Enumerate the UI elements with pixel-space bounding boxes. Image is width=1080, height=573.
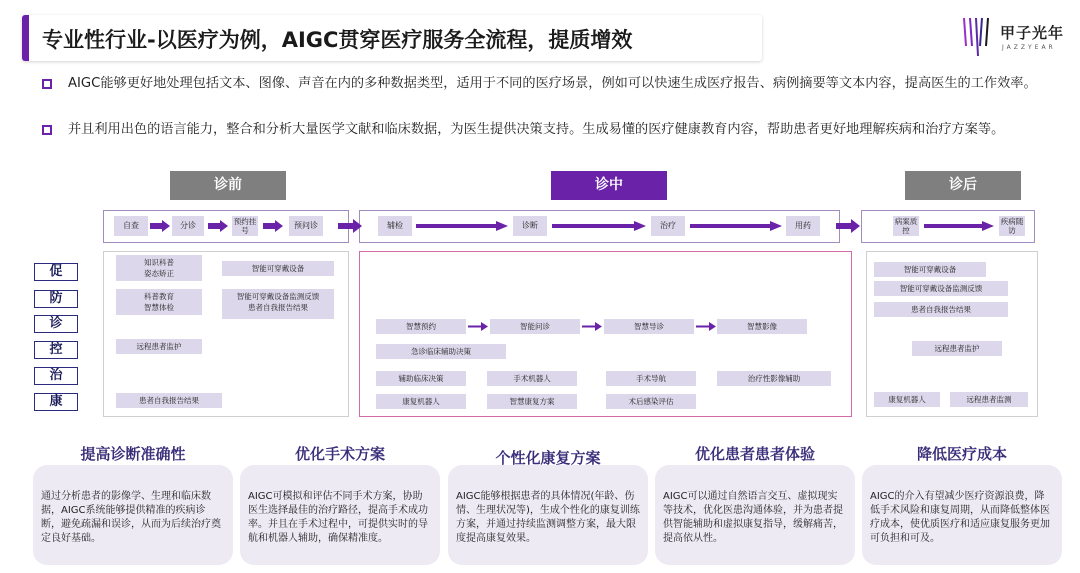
arrow-right-icon <box>582 322 602 331</box>
phase-pre: 诊前 <box>170 171 286 200</box>
step-treatment: 治疗 <box>651 216 685 236</box>
row-label-recover: 康 <box>34 393 78 411</box>
item-clinical-decision: 辅助临床决策 <box>376 371 466 386</box>
item-knowledge-posture <box>116 255 202 281</box>
arrow-right-icon <box>208 220 228 232</box>
arrow-right-icon <box>150 220 170 232</box>
bullet-1 <box>42 74 1052 94</box>
item-post-remote-care: 远程患者监护 <box>912 341 1002 356</box>
card-text: AIGC可以通过自然语言交互、虚拟现实等技术，优化医患沟通体验，并为患者提供智能辅助和虚拟康复指导，缓解痛苦，提高依从性。 <box>663 491 843 544</box>
item-label: 智慧体检 <box>144 303 174 312</box>
item-smart-guide: 智慧导诊 <box>604 319 694 334</box>
item-label: 科普教育 <box>144 292 174 301</box>
step-self-check: 自查 <box>114 216 148 236</box>
item-surgical-nav: 手术导航 <box>606 371 696 386</box>
bullet-text: 并且利用出色的语言能力，整合和分析大量医学文献和临床数据，为医生提供决策支持。生成易懂的医疗健康教育内容，帮助患者更好地理解疾病和治疗方案等。 <box>68 122 1005 137</box>
item-rehab-robot: 康复机器人 <box>376 394 466 409</box>
step-followup: 疾病随访 <box>1000 217 1024 235</box>
card-title: 优化手术方案 <box>294 445 385 463</box>
item-edu-checkup <box>116 289 202 315</box>
bullet-2 <box>42 120 1052 140</box>
item-self-report: 患者自我报告结果 <box>116 393 222 408</box>
logo-mark-icon <box>962 16 994 58</box>
bullet-text: AIGC能够更好地处理包括文本、图像、声音在内的多种数据类型，适用于不同的医疗场景，例如可以快速生成医疗报告、病例摘要等文本内容，提高医生的工作效率。 <box>68 76 1037 91</box>
step-triage: 分诊 <box>172 216 204 236</box>
panel-during <box>359 251 852 417</box>
item-label: 智能可穿戴设备监测反馈 <box>236 292 320 301</box>
item-smart-appointment: 智慧预约 <box>376 319 466 334</box>
arrow-right-icon <box>263 220 283 232</box>
row-label-control: 控 <box>34 341 78 359</box>
title-bar <box>22 15 762 61</box>
card-title: 提高诊断准确性 <box>80 445 186 463</box>
step-pre-consult: 预问诊 <box>289 216 323 236</box>
card-title: 个性化康复方案 <box>495 449 601 467</box>
arrow-right-icon <box>924 221 994 231</box>
item-infection-eval: 术后感染评估 <box>606 394 696 409</box>
bullet-square-icon <box>42 79 52 89</box>
item-emergency-decision: 急诊临床辅助决策 <box>376 344 506 359</box>
card-surgery-plan <box>240 465 440 565</box>
arrow-right-icon <box>416 221 508 231</box>
item-remote-monitor: 远程患者监护 <box>116 339 202 354</box>
card-title: 降低医疗成本 <box>916 445 1007 463</box>
item-post-wearable: 智能可穿戴设备 <box>874 262 986 277</box>
step-record-qc: 病案质控 <box>894 217 918 235</box>
card-text: AIGC的介入有望减少医疗资源浪费，降低手术风险和康复周期，从而降低整体医疗成本，使优质医疗和适应康复服务更加可负担和可及。 <box>870 491 1050 544</box>
item-wearable: 智能可穿戴设备 <box>222 261 334 276</box>
card-patient-experience <box>655 465 855 565</box>
arrow-right-icon <box>696 322 716 331</box>
title-accent <box>22 15 29 61</box>
card-rehab-plan <box>448 465 648 565</box>
card-text: AIGC可模拟和评估不同手术方案，协助医生选择最佳的治疗路径，提高手术成功率。并且在手术过程中，可提供实时的导航和机器人辅助，确保精准度。 <box>248 491 428 544</box>
step-aux-exam: 辅检 <box>378 216 412 236</box>
item-smart-consult: 智能问诊 <box>490 319 580 334</box>
step-diagnosis: 诊断 <box>513 216 547 236</box>
item-smart-imaging: 智慧影像 <box>717 319 807 334</box>
card-title: 优化患者患者体验 <box>694 445 815 463</box>
item-therapeutic-imaging: 治疗性影像辅助 <box>717 371 831 386</box>
arrow-right-icon <box>468 322 488 331</box>
item-post-self-report: 患者自我报告结果 <box>874 302 1008 317</box>
logo-sub: JAZZYEAR <box>1002 44 1056 51</box>
logo-name: 甲子光年 <box>1000 24 1065 42</box>
card-text: 通过分析患者的影像学、生理和临床数据，AIGC系统能够提供精准的疾病诊断，避免疏漏和误诊，从而为后续治疗奠定良好基础。 <box>41 491 221 544</box>
card-cost-reduction <box>862 465 1062 565</box>
item-surgical-robot: 手术机器人 <box>487 371 577 386</box>
arrow-right-icon <box>836 219 860 233</box>
step-appointment: 预约挂号 <box>233 217 257 235</box>
arrow-right-icon <box>338 219 362 233</box>
item-wearable-feedback-pro <box>222 289 334 319</box>
phase-post: 诊后 <box>905 171 1021 200</box>
item-post-wearable-feedback: 智能可穿戴设备监测反馈 <box>874 281 1008 296</box>
item-smart-rehab: 智慧康复方案 <box>487 394 577 409</box>
phase-during: 诊中 <box>551 171 667 200</box>
arrow-right-icon <box>690 221 782 231</box>
row-label-treat: 治 <box>34 367 78 385</box>
brand-logo <box>962 16 1065 60</box>
arrow-right-icon <box>552 221 646 231</box>
step-medication: 用药 <box>786 216 820 236</box>
item-label: 姿态矫正 <box>144 269 174 278</box>
page-title: 专业性行业-以医疗为例，AIGC贯穿医疗服务全流程，提质增效 <box>42 28 633 52</box>
row-label-diagnose: 诊 <box>34 315 78 333</box>
item-post-rehab-robot: 康复机器人 <box>874 392 940 407</box>
bullet-square-icon <box>42 125 52 135</box>
item-post-remote-monitor: 远程患者监测 <box>950 392 1028 407</box>
item-label: 知识科普 <box>144 258 174 267</box>
card-diagnosis-accuracy <box>33 465 233 565</box>
row-label-prevent: 防 <box>34 290 78 308</box>
item-label: 患者自我报告结果 <box>248 303 308 312</box>
row-label-promote: 促 <box>34 263 78 281</box>
card-text: AIGC能够根据患者的具体情况(年龄、伤情、生理状况等)，生成个性化的康复训练方案，并通过持续监测调整方案，最大限度提高康复效果。 <box>456 491 640 544</box>
